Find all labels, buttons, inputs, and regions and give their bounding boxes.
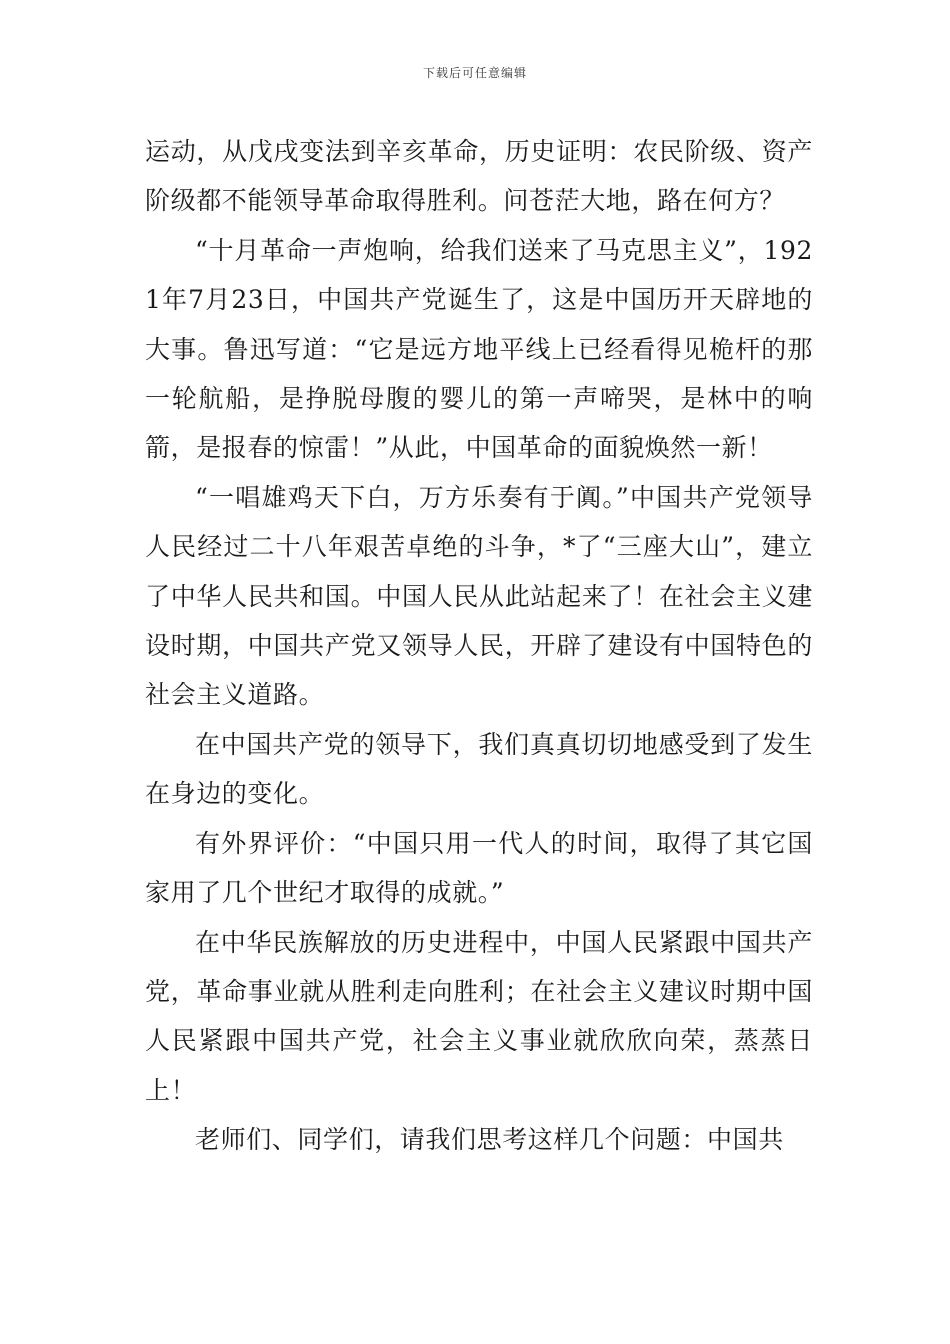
- paragraph-founding: “一唱雄鸡天下白，万方乐奏有于阗。”中国共产党领导人民经过二十八年艰苦卓绝的斗争，*了“三座大山”，建立了中华人民共和国。中国人民从此站起来了！在社会主义建设时期，中国共产党又领导人民，开辟了建设有中国特色的社会主义道路。: [145, 482, 813, 710]
- paragraph-external-evaluation: 有外界评价：“中国只用一代人的时间，取得了其它国家用了几个世纪才取得的成就。”: [145, 828, 813, 908]
- paragraph-changes: 在中国共产党的领导下，我们真真切切地感受到了发生在身边的变化。: [145, 729, 813, 809]
- body-text: [145, 127, 813, 1165]
- paragraph-october-revolution: “十月革命一声炮响，给我们送来了马克思主义”，1921年7月23日，中国共产党诞生了，这是中国历开天辟地的大事。鲁迅写道：“它是远方地平线上已经看得见桅杆的那一轮航船，是挣脱母腹的婴儿的第一声啼哭，是林中的响箭，是报春的惊雷！”从此，中国革命的面貌焕然一新！: [145, 235, 813, 463]
- paragraph-questions: 老师们、同学们，请我们思考这样几个问题：中国共: [195, 1125, 784, 1155]
- paragraph-continuation: 运动，从戊戌变法到辛亥革命，历史证明：农民阶级、资产阶级都不能领导革命取得胜利。问苍茫大地，路在何方？: [145, 137, 813, 216]
- paragraph-historical-process: 在中华民族解放的历史进程中，中国人民紧跟中国共产党，革命事业就从胜利走向胜利；在社会主义建议时期中国人民紧跟中国共产党，社会主义事业就欣欣向荣，蒸蒸日上！: [145, 927, 813, 1105]
- header-note: 下载后可任意编辑: [422, 66, 527, 80]
